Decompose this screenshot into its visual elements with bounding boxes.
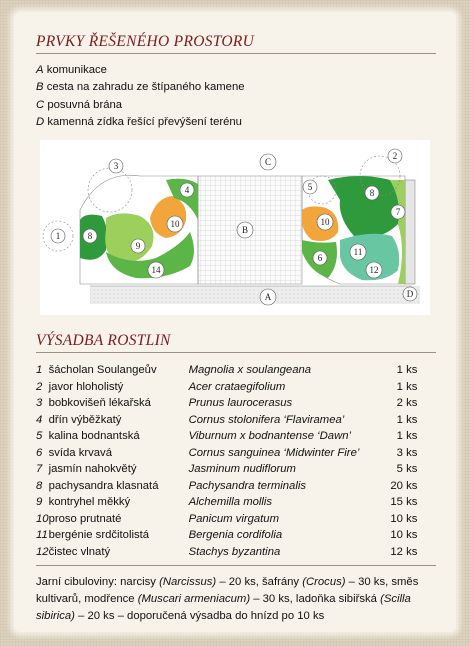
- label-5: 5: [307, 182, 313, 192]
- label-4: 4: [184, 185, 190, 195]
- label-12: 12: [369, 265, 379, 275]
- table-row: 12 čistec vlnatý Stachys byzantina 12 ks: [36, 545, 418, 558]
- label-10-right: 10: [320, 217, 330, 227]
- label-11: 11: [353, 247, 363, 257]
- garden-plan: [40, 140, 430, 315]
- label-10-left: 10: [170, 219, 180, 229]
- elements-legend: [36, 62, 245, 132]
- legend-item: A komunikace: [36, 64, 107, 76]
- label-B: B: [241, 225, 249, 235]
- title-rule: [36, 352, 436, 353]
- label-6: 6: [317, 253, 323, 263]
- label-D: D: [406, 289, 414, 299]
- section-title-elements: PRVKY ŘEŠENÉHO PROSTORU: [36, 33, 255, 50]
- label-9: 9: [135, 241, 141, 251]
- label-1: 1: [55, 231, 61, 241]
- legend-item: C posuvná brána: [36, 98, 123, 111]
- road-area: [90, 286, 420, 304]
- table-row: 2 javor hloholistý Acer crataegifolium 1 ks: [36, 380, 418, 393]
- table-row: 4 dřín výběžkatý Cornus stolonifera ‘Flaviramea’ 1 ks: [36, 413, 418, 426]
- table-row: 8 pachysandra klasnatá Pachysandra terminalis 20 ks: [36, 479, 418, 492]
- legend-item: B cesta na zahradu ze štípaného kamene: [36, 81, 245, 94]
- label-2: 2: [392, 151, 398, 161]
- table-row: 5 kalina bodnantská Viburnum x bodnantense ‘Dawn’ 1 ks: [36, 430, 418, 443]
- label-14: 14: [151, 265, 161, 275]
- label-3: 3: [113, 161, 119, 171]
- label-8-right: 8: [369, 188, 375, 198]
- table-row: 3 bobkovišeň lékařská Prunus laurocerasus 2 ks: [36, 397, 418, 410]
- label-C: C: [264, 157, 272, 167]
- title-rule: [36, 53, 436, 54]
- section-title-planting: VÝSADBA ROSTLIN: [36, 332, 171, 349]
- table-row: 9 kontryhel měkký Alchemilla mollis 15 ks: [36, 496, 418, 509]
- label-A: A: [264, 292, 272, 302]
- table-row: 6 svída krvavá Cornus sanguinea ‘Midwinter Fire’ 3 ks: [36, 446, 418, 459]
- legend-item: D kamenná zídka řešící převýšení terénu: [36, 116, 242, 129]
- label-7: 7: [395, 207, 401, 217]
- table-row: 11 bergénie srdčitolistá Bergenia cordifolia 10 ks: [36, 529, 418, 542]
- label-8-left: 8: [87, 231, 93, 241]
- table-row: 1 šácholan Soulangeův Magnolia x soulangeana 1 ks: [36, 364, 418, 377]
- table-row: 10 proso prutnaté Panicum virgatum 10 ks: [36, 512, 418, 525]
- stone-wall: [405, 180, 415, 284]
- bulbs-paragraph: Jarní cibuloviny: narcisy (Narcissus) – 20 ks, šafrány (Crocus) – 30 ks, směs kultivarů, modřence (Muscari armeniacum) – 30 ks, ladoňka sibiřská (Scilla sibirica) – 20 ks – doporučená výsadba do hnízd po 10 ks: [36, 576, 419, 622]
- bottom-rule: [36, 565, 436, 566]
- table-row: 7 jasmín nahokvětý Jasminum nudiflorum 5 ks: [36, 463, 418, 476]
- plant-table: [36, 362, 417, 560]
